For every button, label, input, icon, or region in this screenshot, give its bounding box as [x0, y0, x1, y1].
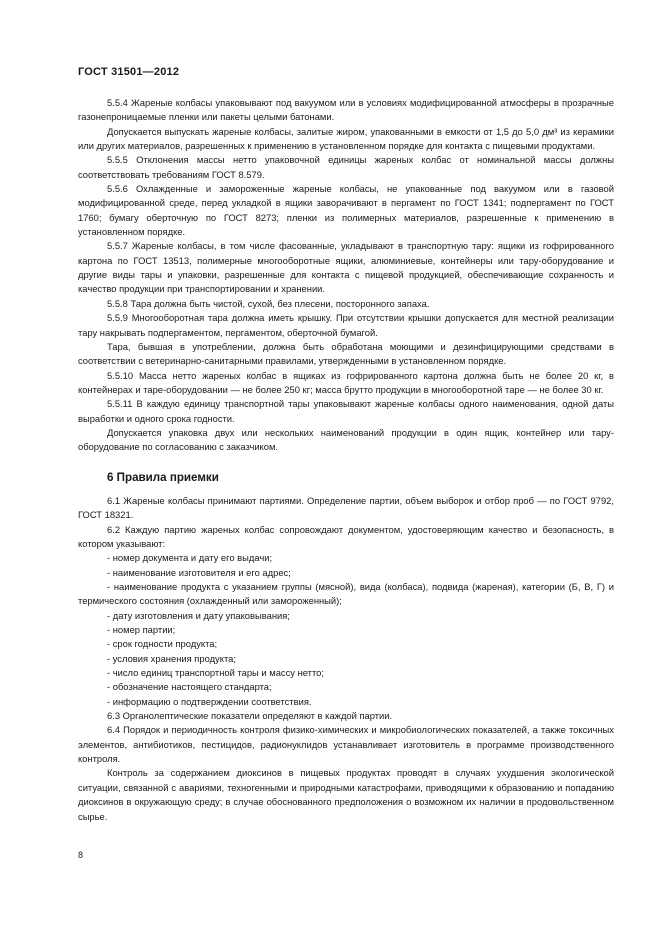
paragraph-5-5-10: 5.5.10 Масса нетто жареных колбас в ящиках из гофрированного картона должна быть не более 20 кг, в контейнерах и таре-оборудовании — не более 250 кг; масса брутто продукции в многооборотной таре — не более 30 кг.: [78, 369, 614, 395]
list-item: - условия хранения продукта;: [107, 652, 236, 664]
list-item: - срок годности продукта;: [107, 638, 218, 650]
paragraph-5-5-6: 5.5.6 Охлажденные и замороженные жареные колбасы, не упакованные под вакуумом или в газовой модифицированной среде, перед укладкой в ящики заворачивают в пергамент по ГОСТ 1341; подпергамент по ГОСТ 1760; бумагу оберточную по ГОСТ 8273; пленки из полимерных материалов, разрешенные к применению в установленном порядке.: [78, 183, 614, 238]
list-item: - номер партии;: [107, 624, 176, 636]
paragraph-5-5-9-used-tare: Тара, бывшая в употреблении, должна быть обработана моющими и дезинфицирующими средствами в соответствии с ветеринарно-санитарными правилами, утвержденными в установленном порядке.: [78, 340, 614, 367]
paragraph-5-5-7: 5.5.7 Жареные колбасы, в том числе фасованные, укладывают в транспортную тару: ящики из гофрированного картона по ГОСТ 13513, полимерные многооборотные ящики, алюминиевые, контейнеры или тару-оборудование и другие виды тары и упаковки, разрешенные для контакта с пищевой продукцией, обеспечивающие сохранность и качество продукции при транспортировании и хранении.: [78, 240, 614, 295]
paragraph-6-4-dioxins: Контроль за содержанием диоксинов в пищевых продуктах проводят в случаях ухудшения экологической ситуации, связанной с авариями, техногенными и природными катастрофами, приводящими к образованию и попаданию диоксинов в окружающую среду; в случае обоснованного предположения о возможном их наличии в продовольственном сырье.: [78, 767, 614, 822]
list-item: - наименование изготовителя и его адрес;: [107, 566, 291, 578]
paragraph-5-5-9: 5.5.9 Многооборотная тара должна иметь крышку. При отсутствии крышки допускается для местной реализации тару накрывать подпергаментом, пергаментом, оберточной бумагой.: [78, 312, 614, 338]
list-item: - наименование продукта с указанием группы (мясной), вида (колбаса), подвида (жареная), категории (Б, В, Г) и термического состояния (охлажденный или замороженный);: [78, 581, 614, 607]
paragraph-5-5-4: 5.5.4 Жареные колбасы упаковывают под вакуумом или в условиях модифицированной атмосферы в прозрачные газонепроницаемые пленки или пакеты целыми батонами.: [78, 97, 614, 123]
section-heading: 6 Правила приемки: [107, 470, 219, 484]
paragraph-6-2: 6.2 Каждую партию жареных колбас сопровождают документом, удостоверяющим качество и безопасность, в котором указывают:: [78, 523, 614, 549]
paragraph-5-5-5: 5.5.5 Отклонения массы нетто упаковочной единицы жареных колбас от номинальной массы должны соответствовать требованиям ГОСТ 8.579.: [78, 154, 614, 180]
list-item: - обозначение настоящего стандарта;: [107, 681, 272, 693]
standard-header: ГОСТ 31501—2012: [78, 66, 180, 78]
list-item: - дату изготовления и дату упаковывания;: [107, 609, 290, 621]
paragraph-5-5-11: 5.5.11 В каждую единицу транспортной тары упаковывают жареные колбасы одного наименования, одной даты выработки и одного срока годности.: [78, 398, 614, 424]
paragraph-6-4: 6.4 Порядок и периодичность контроля физико-химических и микробиологических показателей, а также токсичных элементов, антибиотиков, пестицидов, радионуклидов устанавливает изготовитель в программе производственного контроля.: [78, 724, 614, 765]
list-item: - число единиц транспортной тары и массу нетто;: [107, 667, 324, 679]
paragraph-5-5-8: 5.5.8 Тара должна быть чистой, сухой, без плесени, посторонного запаха.: [107, 297, 430, 309]
list-item: - номер документа и дату его выдачи;: [107, 552, 273, 564]
paragraph-5-5-4-allowance: Допускается выпускать жареные колбасы, залитые жиром, упакованными в емкости от 1,5 до 5,0 дм³ из керамики или других материалов, разрешенных к применению в установленном порядке для контакта с пищевыми продуктами.: [78, 125, 614, 152]
list-item: - информацию о подтверждении соответствия.: [107, 695, 312, 707]
paragraph-6-3: 6.3 Органолептические показатели определяют в каждой партии.: [107, 710, 393, 722]
paragraph-6-1: 6.1 Жареные колбасы принимают партиями. Определение партии, объем выборок и отбор проб — по ГОСТ 9792, ГОСТ 18321.: [78, 494, 614, 521]
document-body: [78, 96, 614, 824]
paragraph-5-5-11-allowance: Допускается упаковка двух или нескольких наименований продукции в один ящик, контейнер или тару-оборудование по согласованию с заказчиком.: [78, 426, 614, 453]
page-number: 8: [78, 850, 84, 860]
